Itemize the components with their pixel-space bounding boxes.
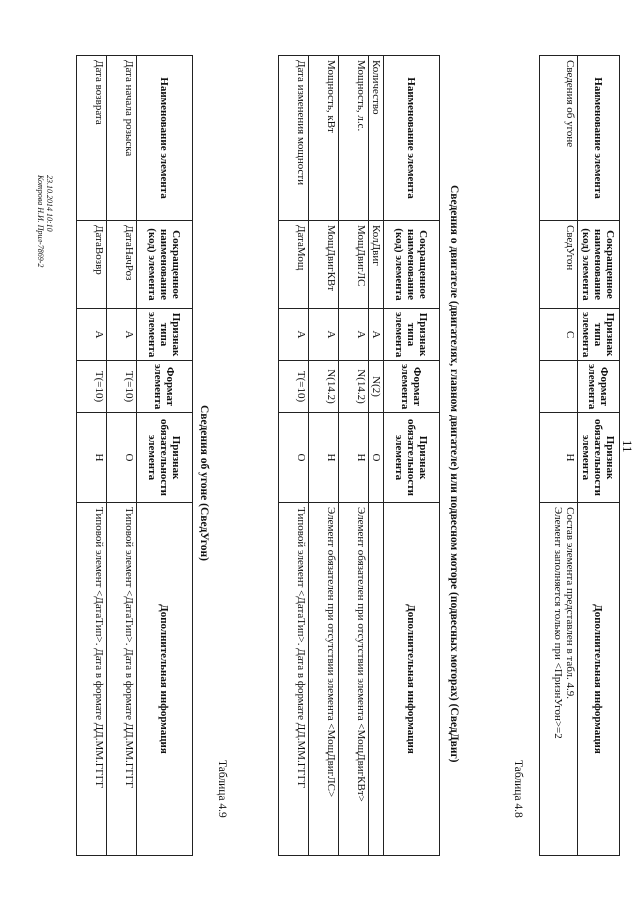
cell-code: КолДвиг (369, 221, 384, 309)
cell-type: А (339, 309, 369, 361)
cell-info-line: Элемент заполняется только при <ПризнУгон>=2 (552, 507, 564, 739)
cell-name: Мощность, кВт (309, 56, 339, 221)
cell-required: О (369, 413, 384, 503)
cell-info: Элемент обязателен при отсутствии элемента <МощДвигЛС> (309, 503, 339, 856)
cell-code: СведУгон (540, 221, 578, 309)
cell-info (540, 503, 578, 856)
cell-type: А (369, 309, 384, 361)
cell-name: Количество (369, 56, 384, 221)
col-info-header: Дополнительная информация (137, 503, 193, 856)
cell-type: А (279, 309, 309, 361)
table-49-caption: Сведения об угоне (СведУгон) (198, 405, 210, 561)
col-format-header: Формат элемента (137, 361, 193, 413)
table-48-block (278, 55, 440, 856)
cell-name: Дата начала розыска (107, 56, 137, 221)
cell-format: N(14.2) (309, 361, 339, 413)
table-row (369, 56, 384, 856)
col-required-header: Признак обязательности элемента (578, 413, 620, 503)
cell-info: Типовой элемент <ДатаТип>. Дата в формате ДД.ММ.ГГГГ (77, 503, 107, 856)
cell-name: Дата изменения мощности (279, 56, 309, 221)
col-type-header: Признак типа элемента (137, 309, 193, 361)
cell-format: T(=10) (279, 361, 309, 413)
cell-name: Сведения об угоне (540, 56, 578, 221)
table-49-label: Таблица 4.9 (216, 760, 228, 818)
cell-required: Н (77, 413, 107, 503)
page-number: 11 (620, 440, 635, 453)
cell-required: О (107, 413, 137, 503)
cell-code: ДатаМощ (279, 221, 309, 309)
table-row (339, 56, 369, 856)
cell-info: Типовой элемент <ДатаТип>. Дата в формате ДД.ММ.ГГГГ (107, 503, 137, 856)
table-48-header (384, 56, 440, 856)
cell-name: Дата возврата (77, 56, 107, 221)
col-code-header: Сокращенное наименование (код) элемента (578, 221, 620, 309)
table-row (279, 56, 309, 856)
col-format-header: Формат элемента (578, 361, 620, 413)
table-49 (76, 55, 193, 856)
col-info-header: Дополнительная информация (578, 503, 620, 856)
cell-type: А (309, 309, 339, 361)
stamp-line: 23.10.2014 10:10 (45, 175, 54, 232)
cell-code: МощДвигКВт (309, 221, 339, 309)
col-format-header: Формат элемента (384, 361, 440, 413)
cell-info: Элемент обязателен при отсутствии элемента <МощДвигКВт> (339, 503, 369, 856)
cell-required: Н (309, 413, 339, 503)
col-name-header: Наименование элемента (137, 56, 193, 221)
cell-info-line: Состав элемента представлен в табл. 4.9. (564, 507, 576, 700)
table-row (107, 56, 137, 856)
cell-info (369, 503, 384, 856)
cell-type: А (77, 309, 107, 361)
table-row (540, 56, 578, 856)
cell-format (540, 361, 578, 413)
cell-format: T(=10) (77, 361, 107, 413)
cell-required: Н (339, 413, 369, 503)
cell-name: Мощность, л.с. (339, 56, 369, 221)
col-type-header: Признак типа элемента (384, 309, 440, 361)
cell-code: ДатаВозвр (77, 221, 107, 309)
col-code-header: Сокращенное наименование (код) элемента (137, 221, 193, 309)
col-required-header: Признак обязательности элемента (384, 413, 440, 503)
table-top (539, 55, 620, 856)
table-49-block (76, 55, 193, 856)
cell-info: Типовой элемент <ДатаТип>. Дата в формате ДД.ММ.ГГГГ (279, 503, 309, 856)
table-top-header (578, 56, 620, 856)
cell-required: О (279, 413, 309, 503)
col-code-header: Сокращенное наименование (код) элемента (384, 221, 440, 309)
col-name-header: Наименование элемента (578, 56, 620, 221)
table-row (309, 56, 339, 856)
table-48 (278, 55, 440, 856)
cell-format: T(=10) (107, 361, 137, 413)
table-49-header (137, 56, 193, 856)
cell-type: С (540, 309, 578, 361)
cell-type: А (107, 309, 137, 361)
col-type-header: Признак типа элемента (578, 309, 620, 361)
table-48-caption: Сведения о двигателе (двигателях, главном двигателе) или подвесном моторе (подвесных моторах) (СведДвиг) (448, 185, 460, 763)
table-48-label: Таблица 4.8 (512, 760, 524, 818)
col-required-header: Признак обязательности элемента (137, 413, 193, 503)
cell-code: ДатаНачРоз (107, 221, 137, 309)
table-top-block (539, 55, 620, 856)
cell-code: МощДвигЛС (339, 221, 369, 309)
col-name-header: Наименование элемента (384, 56, 440, 221)
table-row (77, 56, 107, 856)
cell-required: Н (540, 413, 578, 503)
cell-format: N(14.2) (339, 361, 369, 413)
cell-format: N(2) (369, 361, 384, 413)
registration-stamp (36, 175, 54, 267)
stamp-line: Котрова Н.И. Прил-7869-2 (36, 175, 45, 268)
col-info-header: Дополнительная информация (384, 503, 440, 856)
